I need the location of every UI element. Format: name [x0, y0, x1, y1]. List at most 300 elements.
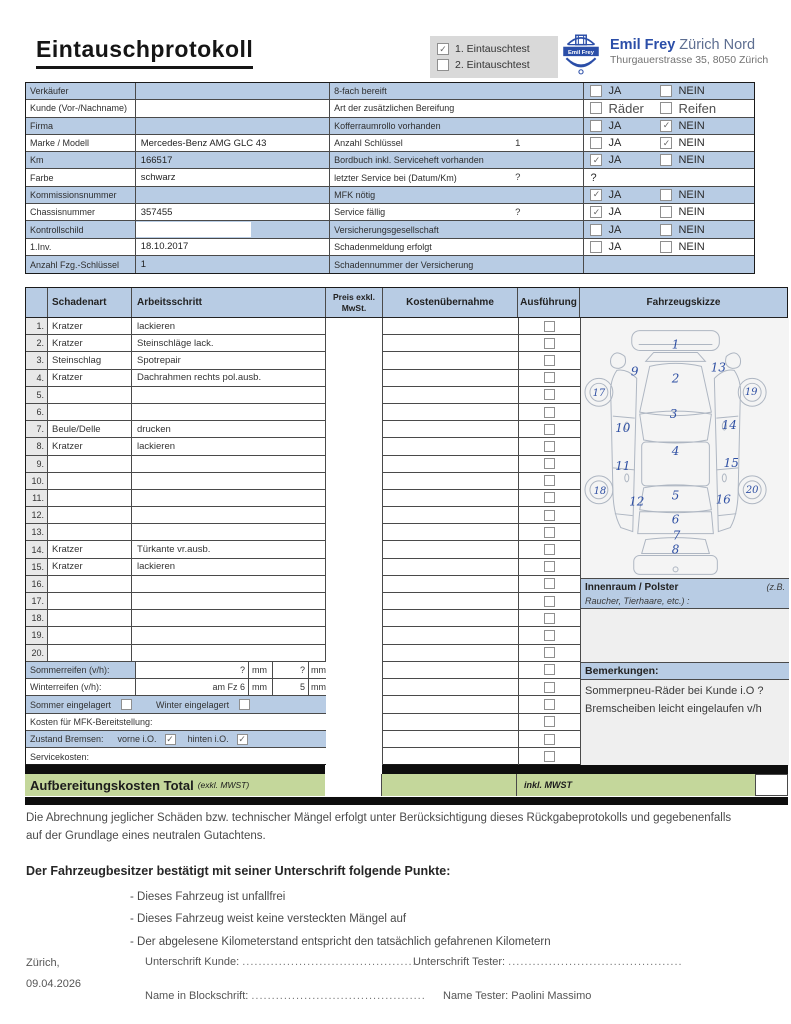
arbeitsschritt-cell[interactable]: Spotrepair — [132, 352, 326, 368]
ausfuehrung-cell — [519, 541, 580, 558]
emblem-text: Emil Frey — [568, 49, 594, 56]
info-options — [584, 152, 754, 168]
checkbox-checked[interactable]: ✓ — [166, 733, 174, 744]
sketch-number-17: 17 — [592, 388, 606, 400]
ausfuehrung-cell — [519, 387, 580, 404]
damage-table — [25, 287, 788, 765]
arbeitsschritt-cell[interactable]: lackieren — [132, 318, 326, 334]
option-label-nein: NEIN — [678, 240, 705, 253]
row-number: 11. — [26, 490, 48, 506]
option-label-ja: JA — [608, 85, 622, 98]
checkbox[interactable] — [544, 424, 555, 435]
info-label: Schadenmeldung erfolgt — [330, 239, 584, 255]
info-label: Firma — [26, 118, 136, 134]
info-label: Versicherungsgesellschaft — [330, 221, 584, 237]
checkbox[interactable] — [660, 85, 672, 97]
checkbox[interactable] — [660, 206, 672, 218]
company-address: Thurgauerstrasse 35, 8050 Zürich — [610, 54, 769, 67]
info-row — [26, 256, 754, 273]
table-row — [26, 318, 326, 335]
sketch-number-3: 3 — [669, 407, 678, 422]
confirmation-point: - Dieses Fahrzeug ist unfallfrei — [130, 891, 286, 903]
schadenart-cell[interactable] — [48, 456, 132, 472]
info-label: Kofferraumrollo vorhanden — [330, 118, 584, 134]
info-value-field[interactable] — [136, 187, 330, 203]
kostenuebernahme-cell[interactable] — [383, 576, 518, 593]
checkbox[interactable] — [660, 189, 672, 201]
row-number: 4. — [26, 370, 48, 386]
name-tester — [443, 990, 591, 1002]
checkbox[interactable] — [544, 527, 555, 538]
checkbox[interactable] — [590, 120, 602, 132]
checkbox-checked[interactable]: ✓ — [590, 154, 602, 166]
ausfuehrung-cell — [519, 662, 580, 679]
sketch-number-11: 11 — [615, 458, 631, 473]
date-value: 09.04.2026 — [26, 977, 82, 990]
confirmation-point: - Der abgelesene Kilometerstand entspricht den tatsächlich gefahrenen Kilometern — [130, 935, 551, 948]
innenraum-header — [581, 579, 789, 609]
emil-frey-emblem-icon — [560, 30, 602, 76]
info-value-field[interactable]: 166517 — [136, 152, 330, 168]
checkbox-checked[interactable]: ✓ — [660, 120, 672, 132]
ausfuehrung-cell — [519, 627, 580, 644]
checkbox[interactable] — [544, 682, 555, 693]
checkbox[interactable] — [544, 338, 555, 349]
checkbox[interactable] — [544, 630, 555, 641]
unit-mm: mm — [249, 662, 273, 678]
sketch-number-4: 4 — [671, 443, 680, 458]
col-skizze-header: Fahrzeugskizze — [580, 288, 787, 317]
ausfuehrung-cell — [519, 559, 580, 576]
checkbox[interactable] — [544, 475, 555, 486]
option-label-ja: JA — [608, 206, 622, 219]
col-kosten-header: Kostenübernahme — [383, 288, 518, 317]
info-options — [584, 239, 754, 255]
sketch-number-13: 13 — [710, 360, 726, 375]
ausfuehrung-cell — [519, 318, 580, 335]
arbeitsschritt-cell[interactable]: Steinschläge lack. — [132, 335, 326, 351]
checkbox[interactable] — [544, 492, 555, 503]
row-number: 7. — [26, 421, 48, 437]
signature-kunde-label: Unterschrift Kunde: — [145, 956, 240, 968]
table-row — [26, 559, 326, 576]
disclaimer-text: Die Abrechnung jeglicher Schäden bzw. technischer Mängel erfolgt unter Berücksichtigung dieses Rückgabeprotokolls und gegebenenfalls auf der Grundlage eines neutralen Gutachtens. — [26, 812, 732, 842]
kostenuebernahme-cell[interactable] — [383, 507, 518, 524]
arbeitsschritt-cell[interactable] — [132, 593, 326, 609]
schadenart-cell[interactable]: Kratzer — [48, 318, 132, 334]
info-value-field[interactable]: 357455 — [136, 204, 330, 220]
info-value-field[interactable] — [136, 221, 330, 237]
bremsen-vorne-label: vorne i.O. — [117, 734, 157, 745]
table-row — [26, 490, 326, 507]
info-label: Kontrollschild — [26, 221, 136, 237]
schadenart-cell[interactable] — [48, 473, 132, 489]
info-value-field[interactable]: 1 — [136, 256, 330, 273]
schadenart-cell[interactable] — [48, 610, 132, 626]
company-logo — [560, 30, 768, 76]
kostenuebernahme-cell[interactable] — [383, 404, 518, 421]
kostenuebernahme-cell[interactable] — [383, 490, 518, 507]
checkbox[interactable] — [544, 751, 555, 762]
checkbox[interactable] — [544, 441, 555, 452]
schadenart-cell[interactable] — [48, 507, 132, 523]
schadenart-cell[interactable]: Kratzer — [48, 559, 132, 575]
checkbox[interactable] — [544, 510, 555, 521]
arbeitsschritt-cell[interactable] — [132, 456, 326, 472]
damage-table-header — [26, 288, 787, 318]
ausfuehrung-cell — [519, 404, 580, 421]
ausfuehrung-cell — [519, 593, 580, 610]
arbeitsschritt-cell[interactable] — [132, 645, 326, 661]
kostenuebernahme-cell[interactable] — [383, 473, 518, 490]
total-value-cell[interactable] — [579, 774, 755, 796]
schadenart-cell[interactable] — [48, 576, 132, 592]
kostenuebernahme-cell[interactable] — [383, 318, 518, 335]
arbeitsschritt-cell[interactable] — [132, 610, 326, 626]
signature-tester[interactable] — [413, 956, 683, 968]
ausfuehrung-cell — [519, 610, 580, 627]
info-label: Marke / Modell — [26, 135, 136, 151]
table-row — [26, 335, 326, 352]
table-row — [26, 593, 326, 610]
city-label: Zürich, — [26, 957, 60, 969]
checkbox-checked[interactable]: ✓ — [437, 43, 449, 55]
schadenart-cell[interactable] — [48, 490, 132, 506]
checkbox[interactable] — [544, 699, 555, 710]
info-value-field[interactable] — [136, 83, 330, 99]
preis-column — [326, 318, 383, 766]
checkbox[interactable] — [544, 716, 555, 727]
kostenuebernahme-cell[interactable] — [383, 714, 518, 731]
checkbox[interactable] — [544, 734, 555, 745]
arbeitsschritt-cell[interactable] — [132, 473, 326, 489]
checkbox[interactable] — [590, 102, 602, 114]
unit-mm: mm — [309, 662, 326, 678]
checkbox[interactable] — [590, 224, 602, 236]
table-row — [26, 370, 326, 387]
kostenuebernahme-cell[interactable] — [383, 559, 518, 576]
innenraum-notes-area[interactable] — [581, 609, 789, 663]
schadenart-cell[interactable] — [48, 387, 132, 403]
checkbox[interactable] — [544, 561, 555, 572]
schadenart-cell[interactable] — [48, 404, 132, 420]
ausfuehrung-cell — [519, 490, 580, 507]
col-arbeitsschritt-header: Arbeitsschritt — [132, 288, 326, 317]
company-name-bold: Emil Frey — [610, 37, 676, 53]
info-row — [26, 239, 754, 256]
kostenuebernahme-cell[interactable] — [383, 610, 518, 627]
checkbox[interactable] — [544, 321, 555, 332]
kostenuebernahme-cell[interactable] — [383, 696, 518, 713]
checkbox[interactable] — [590, 85, 602, 97]
arbeitsschritt-cell[interactable] — [132, 524, 326, 540]
signature-kunde[interactable] — [145, 956, 417, 968]
schadenart-cell[interactable] — [48, 627, 132, 643]
kostenuebernahme-cell[interactable] — [383, 593, 518, 610]
table-row — [26, 456, 326, 473]
vehicle-info-table — [25, 82, 755, 274]
arbeitsschritt-cell[interactable] — [132, 507, 326, 523]
row-number: 17. — [26, 593, 48, 609]
winterreifen-row — [26, 679, 326, 696]
kontrollschild-box[interactable] — [136, 222, 251, 236]
car-top-view-icon — [581, 318, 789, 579]
ausfuehrung-column — [518, 318, 580, 766]
row-number: 6. — [26, 404, 48, 420]
checkbox[interactable] — [544, 613, 555, 624]
info-value-field[interactable]: Mercedes-Benz AMG GLC 43 — [136, 135, 330, 151]
sketch-number-10: 10 — [615, 421, 631, 436]
signature-kunde-line[interactable]: ........................................... — [242, 956, 417, 968]
eintauschtest-option-2 — [437, 59, 558, 71]
innenraum-hint2: Raucher, Tierhaare, etc.) : — [585, 596, 690, 606]
kostenuebernahme-cell[interactable] — [383, 335, 518, 352]
mfk-kosten-label: Kosten für MFK-Bereitstellung: — [30, 716, 153, 727]
total-end-box[interactable] — [755, 774, 788, 796]
arbeitsschritt-cell[interactable]: Dachrahmen rechts pol.ausb. — [132, 370, 326, 386]
bemerkungen-header: Bemerkungen: — [581, 663, 789, 680]
total-inkl-mwst-label: inkl. MWST — [517, 774, 579, 796]
ausfuehrung-cell — [519, 473, 580, 490]
schadenart-cell[interactable]: Kratzer — [48, 438, 132, 454]
kostenuebernahme-cell[interactable] — [383, 541, 518, 558]
info-row — [26, 221, 754, 238]
checkbox[interactable] — [544, 596, 555, 607]
sketch-number-9: 9 — [630, 364, 639, 379]
row-number: 14. — [26, 541, 48, 557]
checkbox[interactable] — [660, 154, 672, 166]
name-tester-value: Paolini Massimo — [511, 990, 592, 1002]
checkbox-checked[interactable]: ✓ — [238, 733, 246, 744]
kostenuebernahme-cell[interactable] — [383, 627, 518, 644]
checkbox[interactable] — [660, 102, 672, 114]
checkbox[interactable] — [660, 224, 672, 236]
option-label-nein: NEIN — [678, 188, 705, 201]
table-row — [26, 421, 326, 438]
unit-mm: mm — [309, 679, 326, 695]
arbeitsschritt-cell[interactable] — [132, 576, 326, 592]
table-row — [26, 524, 326, 541]
table-row — [26, 645, 326, 662]
row-number: 10. — [26, 473, 48, 489]
sommerreifen-row — [26, 662, 326, 679]
divider-bar — [25, 765, 325, 774]
ausfuehrung-cell — [519, 748, 580, 765]
tire-value-rear[interactable]: ? — [273, 662, 309, 678]
sommer-eingelagert-label: Sommer eingelagert — [30, 699, 112, 710]
schadenart-cell[interactable]: Kratzer — [48, 541, 132, 557]
checkbox-checked[interactable]: ✓ — [590, 189, 602, 201]
innenraum-title: Innenraum / Polster — [585, 582, 679, 593]
arbeitsschritt-cell[interactable] — [132, 404, 326, 420]
info-options — [584, 83, 754, 99]
arbeitsschritt-cell[interactable] — [132, 387, 326, 403]
schadenart-cell[interactable]: Beule/Delle — [48, 421, 132, 437]
unit-mm: mm — [249, 679, 273, 695]
info-row — [26, 152, 754, 169]
checkbox[interactable] — [660, 241, 672, 253]
ausfuehrung-cell — [519, 524, 580, 541]
info-value-field[interactable] — [136, 100, 330, 116]
arbeitsschritt-cell[interactable]: lackieren — [132, 559, 326, 575]
row-number: 13. — [26, 524, 48, 540]
option-label-reifen: Reifen — [678, 100, 717, 116]
schadenart-cell[interactable]: Steinschlag — [48, 352, 132, 368]
tire-value-front[interactable]: ? — [136, 662, 249, 678]
kostenuebernahme-cell[interactable] — [383, 438, 518, 455]
arbeitsschritt-cell[interactable] — [132, 627, 326, 643]
info-label: MFK nötig — [330, 187, 584, 203]
info-options — [584, 204, 754, 220]
option-label-ja: JA — [608, 188, 622, 201]
info-label: 1.Inv. — [26, 239, 136, 255]
row-number: 9. — [26, 456, 48, 472]
schadenart-cell[interactable] — [48, 593, 132, 609]
sketch-number-20: 20 — [745, 484, 759, 496]
arbeitsschritt-cell[interactable]: lackieren — [132, 438, 326, 454]
table-row — [26, 541, 326, 558]
checkbox-checked[interactable]: ✓ — [660, 137, 672, 149]
sketch-number-19: 19 — [744, 387, 758, 399]
checkbox[interactable] — [121, 699, 132, 710]
ausfuehrung-cell — [519, 645, 580, 662]
sketch-number-16: 16 — [715, 492, 731, 507]
signature-tester-line[interactable]: ........................................... — [508, 956, 683, 968]
row-number: 12. — [26, 507, 48, 523]
table-row — [26, 507, 326, 524]
eingelagert-row — [26, 696, 326, 713]
checkbox[interactable] — [590, 241, 602, 253]
info-value-field[interactable]: schwarz — [136, 169, 330, 185]
checkbox[interactable] — [544, 355, 555, 366]
fahrzeugskizze-column — [580, 318, 789, 766]
info-value-field[interactable]: ? — [590, 171, 597, 184]
option-label-ja: JA — [608, 240, 622, 253]
info-label: letzter Service bei (Datum/Km) ? — [330, 169, 584, 185]
info-label: Farbe — [26, 169, 136, 185]
kostenuebernahme-cell[interactable] — [383, 645, 518, 662]
checkbox[interactable] — [590, 137, 602, 149]
kostenuebernahme-cell[interactable] — [383, 524, 518, 541]
company-name — [610, 36, 768, 54]
total-kosten-cell[interactable] — [382, 774, 517, 796]
total-label-text: Aufbereitungskosten Total — [30, 777, 194, 793]
row-number: 5. — [26, 387, 48, 403]
checkbox[interactable] — [239, 699, 250, 710]
divider-bar — [382, 765, 788, 774]
option-label-nein: NEIN — [678, 223, 705, 236]
info-label: Kunde (Vor-/Nachname) — [26, 100, 136, 116]
arbeitsschritt-cell[interactable]: drucken — [132, 421, 326, 437]
checkbox[interactable] — [544, 407, 555, 418]
tire-value-front[interactable]: am Fz 6 — [136, 679, 249, 695]
checkbox-checked[interactable]: ✓ — [590, 206, 602, 218]
table-row — [26, 438, 326, 455]
bremsen-row — [26, 731, 326, 748]
info-value-field[interactable] — [136, 118, 330, 134]
table-row — [26, 387, 326, 404]
innenraum-hint1: (z.B. — [766, 582, 785, 592]
kostenuebernahme-cell[interactable] — [383, 421, 518, 438]
kostenuebernahme-cell[interactable] — [383, 679, 518, 696]
arbeitsschritt-cell[interactable]: Türkante vr.ausb. — [132, 541, 326, 557]
ausfuehrung-cell — [519, 335, 580, 352]
checkbox[interactable] — [544, 664, 555, 675]
info-row — [26, 169, 754, 186]
kostenuebernahme-cell[interactable] — [383, 456, 518, 473]
ausfuehrung-cell — [519, 576, 580, 593]
col-preis-header: Preis exkl. MwSt. — [326, 288, 383, 317]
option-label-ja: JA — [608, 119, 622, 132]
row-number: 2. — [26, 335, 48, 351]
option-label-ja: JA — [608, 137, 622, 150]
tire-label: Sommerreifen (v/h): — [26, 662, 136, 678]
row-number: 16. — [26, 576, 48, 592]
table-row — [26, 352, 326, 369]
info-options — [584, 118, 754, 134]
divider-bar — [25, 797, 788, 805]
car-sketch — [581, 318, 789, 579]
col-schadenart-header: Schadenart — [48, 288, 132, 317]
option-label-nein: NEIN — [678, 85, 705, 98]
info-sub-value: ? — [515, 172, 521, 184]
schadenart-cell[interactable]: Kratzer — [48, 335, 132, 351]
name-blockschrift-line[interactable]: ........................................... — [251, 990, 426, 1002]
name-blockschrift[interactable] — [145, 990, 426, 1002]
sketch-number-1: 1 — [671, 337, 680, 352]
kostenuebernahme-cell[interactable] — [383, 731, 518, 748]
info-label: Verkäufer — [26, 83, 136, 99]
arbeitsschritt-cell[interactable] — [132, 490, 326, 506]
info-row — [26, 187, 754, 204]
checkbox[interactable] — [544, 578, 555, 589]
checkbox[interactable] — [544, 544, 555, 555]
checkbox[interactable] — [437, 59, 449, 71]
info-label: Km — [26, 152, 136, 168]
kostenuebernahme-cell[interactable] — [383, 387, 518, 404]
checkbox[interactable] — [544, 372, 555, 383]
eintauschtest-option-1 — [437, 43, 558, 55]
checkbox[interactable] — [544, 647, 555, 658]
info-row — [26, 135, 754, 152]
winter-eingelagert-label: Winter eingelagert — [156, 699, 230, 710]
table-row — [26, 576, 326, 593]
eintauschtest-label: 1. Eintauschtest — [455, 43, 530, 55]
total-preis-cell[interactable] — [325, 774, 382, 796]
kostenuebernahme-cell[interactable] — [383, 662, 518, 679]
checkbox[interactable] — [544, 458, 555, 469]
row-number: 19. — [26, 627, 48, 643]
kostenuebernahme-cell[interactable] — [383, 352, 518, 369]
schadenart-cell[interactable]: Kratzer — [48, 370, 132, 386]
kostenuebernahme-cell[interactable] — [383, 748, 518, 765]
schadenart-cell[interactable] — [48, 524, 132, 540]
ausfuehrung-cell — [519, 696, 580, 713]
damage-rows — [26, 318, 326, 766]
signature-tester-label: Unterschrift Tester: — [413, 956, 506, 968]
info-row — [26, 118, 754, 135]
kostenuebernahme-cell[interactable] — [383, 370, 518, 387]
eintauschtest-label: 2. Eintauschtest — [455, 59, 530, 71]
info-value-field[interactable]: 18.10.2017 — [136, 239, 330, 255]
tire-value-rear[interactable]: 5 — [273, 679, 309, 695]
schadenart-cell[interactable] — [48, 645, 132, 661]
ausfuehrung-cell — [519, 714, 580, 731]
table-row — [26, 627, 326, 644]
checkbox[interactable] — [544, 389, 555, 400]
ausfuehrung-cell — [519, 679, 580, 696]
info-label: Anzahl Fzg.-Schlüssel — [26, 256, 136, 273]
